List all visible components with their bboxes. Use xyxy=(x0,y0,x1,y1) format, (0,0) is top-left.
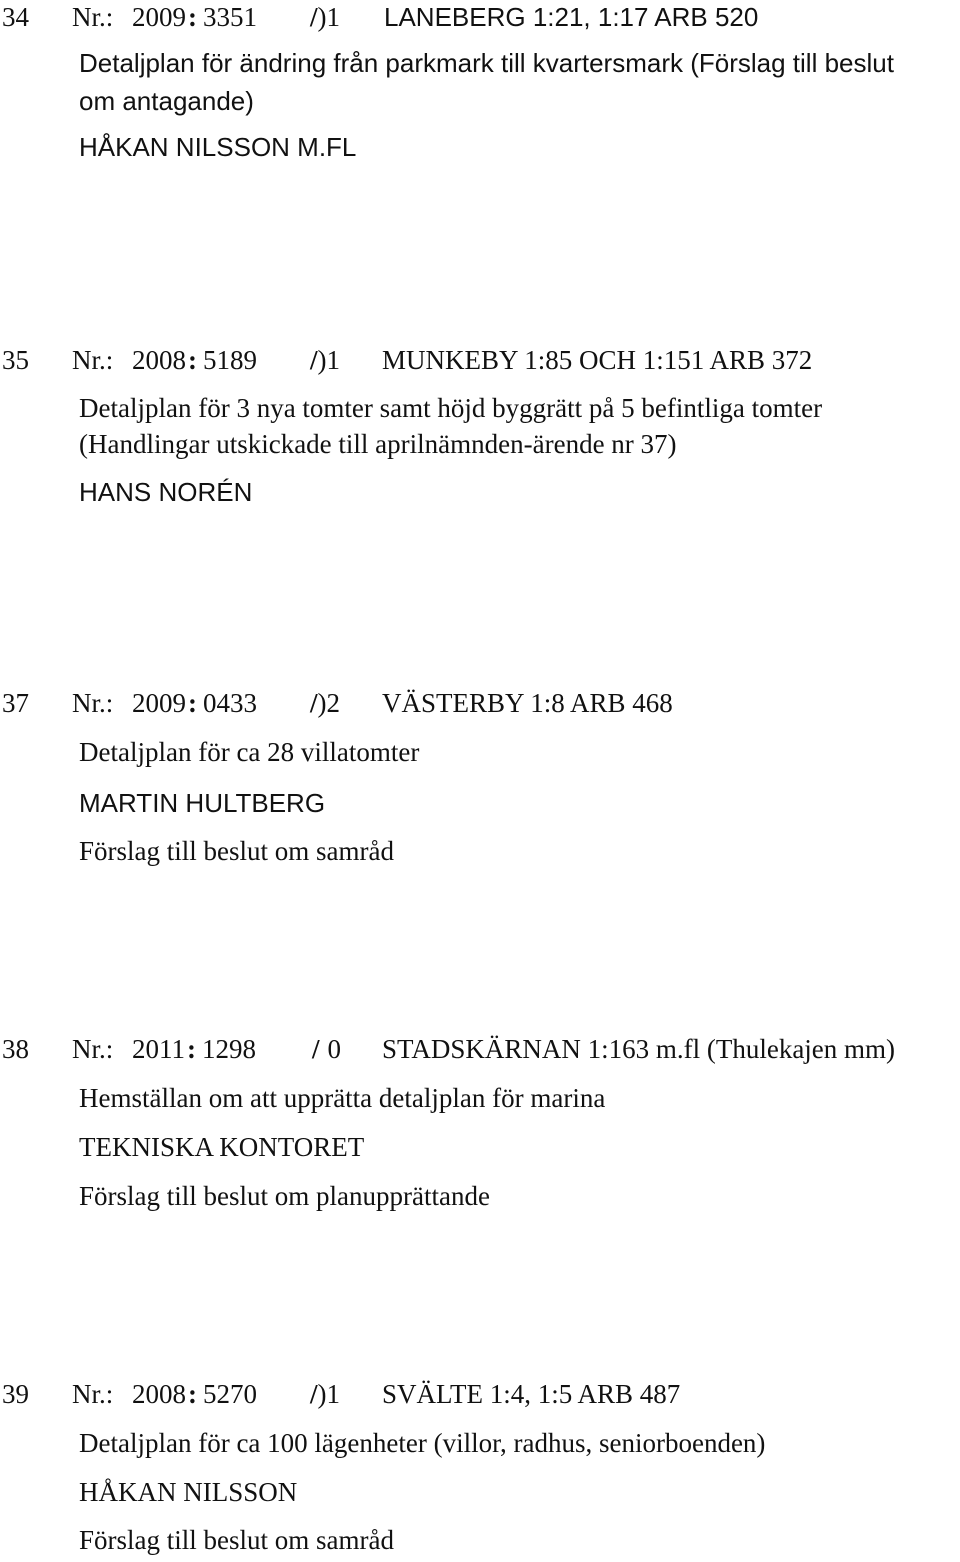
case-id xyxy=(132,345,257,376)
entry-number: 35 xyxy=(2,345,29,375)
case-year: 2008 xyxy=(132,345,186,375)
entry-description: Detaljplan för 3 nya tomter samt höjd byggrätt på 5 befintliga tomter xyxy=(79,393,823,423)
case-year: 2008 xyxy=(132,1379,186,1409)
nr-label: Nr.: xyxy=(72,2,114,32)
case-id xyxy=(132,1034,256,1065)
entry-title: STADSKÄRNAN 1:163 m.fl (Thulekajen mm) xyxy=(382,1034,896,1064)
entry-proposal: Förslag till beslut om samråd xyxy=(79,836,394,866)
entry-proposal: Förslag till beslut om planupprättande xyxy=(79,1181,490,1211)
entry-37 xyxy=(0,688,960,866)
case-id xyxy=(132,1379,257,1410)
entry-number: 37 xyxy=(2,688,29,718)
case-separator: : xyxy=(188,345,197,375)
entry-title: VÄSTERBY 1:8 ARB 468 xyxy=(382,688,673,718)
nr-label: Nr.: xyxy=(72,688,114,718)
case-year: 2009 xyxy=(132,688,186,718)
case-slash: / xyxy=(310,2,318,32)
nr-label: Nr.: xyxy=(72,1034,114,1064)
case-sub xyxy=(312,1034,341,1065)
case-subnumber: )1 xyxy=(317,1379,341,1409)
entry-description: Detaljplan för ändring från parkmark till kvartersmark (Förslag till beslut xyxy=(79,48,894,78)
entry-number: 34 xyxy=(2,2,29,32)
entry-description: Detaljplan för ca 100 lägenheter (villor, radhus, seniorboenden) xyxy=(79,1428,766,1458)
entry-header xyxy=(0,2,960,36)
entry-title: LANEBERG 1:21, 1:17 ARB 520 xyxy=(384,2,759,32)
entry-39 xyxy=(0,1379,960,1555)
entry-description-cont: (Handlingar utskickade till aprilnämnden-ärende nr 37) xyxy=(79,429,677,459)
case-code: 0433 xyxy=(203,688,257,718)
entry-description-cont: om antagande) xyxy=(79,86,254,116)
entry-responsible: HANS NORÉN xyxy=(79,477,253,507)
entry-34 xyxy=(0,2,960,162)
case-sub xyxy=(310,688,340,719)
case-subnumber: )2 xyxy=(317,688,341,718)
case-sub xyxy=(310,2,340,33)
case-separator: : xyxy=(188,2,197,32)
entry-title: MUNKEBY 1:85 OCH 1:151 ARB 372 xyxy=(382,345,813,375)
case-subnumber: )1 xyxy=(317,345,341,375)
case-slash: / xyxy=(312,1034,320,1064)
case-separator: : xyxy=(187,1034,196,1064)
entry-header xyxy=(0,1379,960,1413)
entry-header xyxy=(0,1034,960,1068)
nr-label: Nr.: xyxy=(72,345,114,375)
entry-description: Detaljplan för ca 28 villatomter xyxy=(79,737,420,767)
case-code: 5189 xyxy=(203,345,257,375)
entry-header xyxy=(0,345,960,379)
case-code: 3351 xyxy=(203,2,257,32)
case-year: 2009 xyxy=(132,2,186,32)
case-sub xyxy=(310,1379,340,1410)
entry-responsible: HÅKAN NILSSON xyxy=(79,1477,298,1507)
case-subnumber: )1 xyxy=(317,2,341,32)
entry-number: 39 xyxy=(2,1379,29,1409)
case-slash: / xyxy=(310,345,318,375)
entry-header xyxy=(0,688,960,722)
entry-responsible: MARTIN HULTBERG xyxy=(79,788,326,818)
case-code: 1298 xyxy=(202,1034,256,1064)
entry-title: SVÄLTE 1:4, 1:5 ARB 487 xyxy=(382,1379,681,1409)
case-slash: / xyxy=(310,688,318,718)
case-year: 2011 xyxy=(132,1034,185,1064)
entry-number: 38 xyxy=(2,1034,29,1064)
nr-label: Nr.: xyxy=(72,1379,114,1409)
case-sub xyxy=(310,345,340,376)
case-code: 5270 xyxy=(203,1379,257,1409)
entry-responsible: HÅKAN NILSSON M.FL xyxy=(79,132,357,162)
entry-proposal: Förslag till beslut om samråd xyxy=(79,1525,394,1555)
case-id xyxy=(132,2,257,33)
case-separator: : xyxy=(188,1379,197,1409)
entry-35 xyxy=(0,345,960,507)
case-separator: : xyxy=(188,688,197,718)
case-id xyxy=(132,688,257,719)
case-slash: / xyxy=(310,1379,318,1409)
entry-responsible: TEKNISKA KONTORET xyxy=(79,1132,365,1162)
entry-description: Hemställan om att upprätta detaljplan för marina xyxy=(79,1083,606,1113)
entry-38 xyxy=(0,1034,960,1211)
case-subnumber: 0 xyxy=(327,1034,342,1064)
